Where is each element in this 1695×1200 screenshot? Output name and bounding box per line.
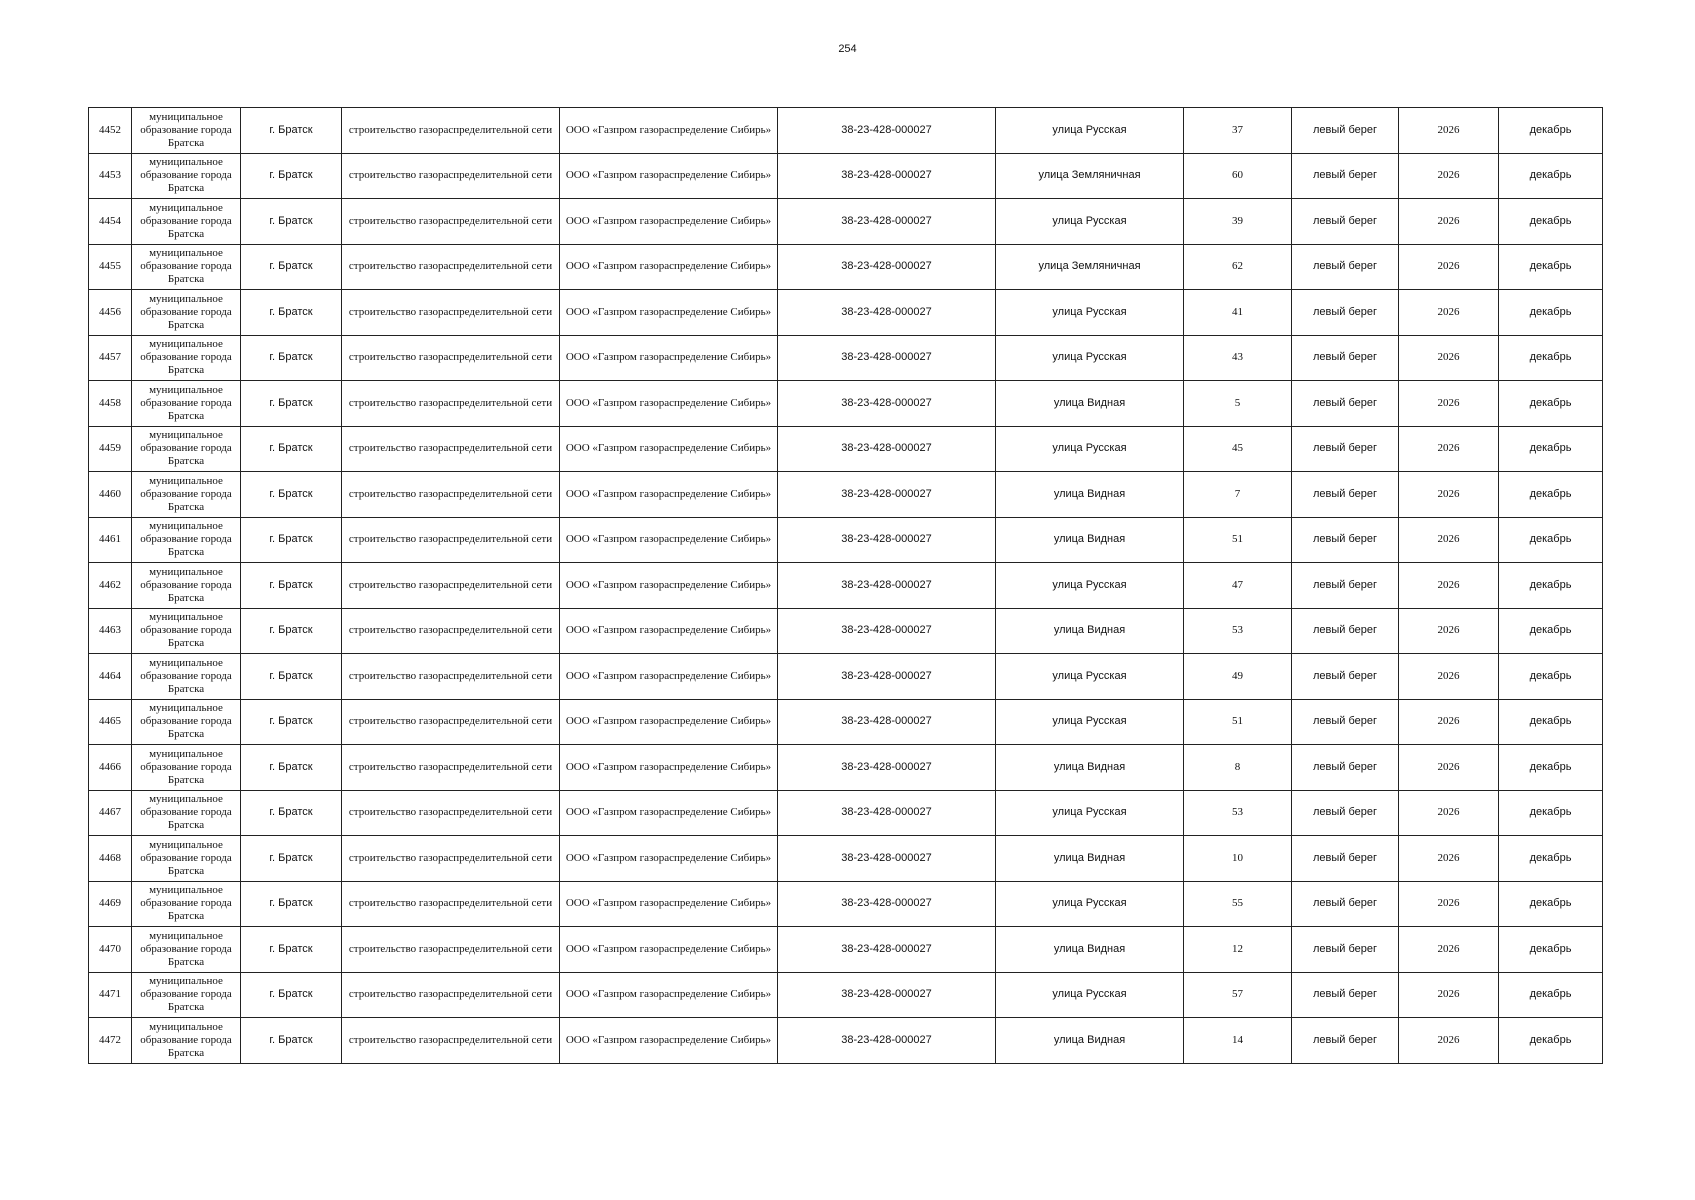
work-type-cell: строительство газораспределительной сети xyxy=(342,790,560,836)
municipality-cell: муниципальное образование города Братска xyxy=(132,290,241,336)
object-code-cell: 38-23-428-000027 xyxy=(778,745,996,791)
city-cell: г. Братск xyxy=(241,745,342,791)
organization-cell: ООО «Газпром газораспределение Сибирь» xyxy=(560,790,778,836)
object-code-cell: 38-23-428-000027 xyxy=(778,290,996,336)
house-number-cell: 47 xyxy=(1184,563,1292,609)
municipality-cell: муниципальное образование города Братска xyxy=(132,381,241,427)
organization-cell: ООО «Газпром газораспределение Сибирь» xyxy=(560,836,778,882)
month-cell: декабрь xyxy=(1499,108,1603,154)
year-cell: 2026 xyxy=(1399,517,1499,563)
city-cell: г. Братск xyxy=(241,381,342,427)
work-type-cell: строительство газораспределительной сети xyxy=(342,563,560,609)
municipality-cell: муниципальное образование города Братска xyxy=(132,745,241,791)
river-bank-cell: левый берег xyxy=(1292,972,1399,1018)
municipality-cell: муниципальное образование города Братска xyxy=(132,972,241,1018)
month-cell: декабрь xyxy=(1499,972,1603,1018)
year-cell: 2026 xyxy=(1399,381,1499,427)
year-cell: 2026 xyxy=(1399,790,1499,836)
object-code-cell: 38-23-428-000027 xyxy=(778,381,996,427)
street-cell: улица Земляничная xyxy=(996,244,1184,290)
organization-cell: ООО «Газпром газораспределение Сибирь» xyxy=(560,381,778,427)
house-number-cell: 49 xyxy=(1184,654,1292,700)
month-cell: декабрь xyxy=(1499,881,1603,927)
table-row xyxy=(89,972,1603,1018)
river-bank-cell: левый берег xyxy=(1292,426,1399,472)
river-bank-cell: левый берег xyxy=(1292,881,1399,927)
table-body xyxy=(89,108,1603,1064)
river-bank-cell: левый берег xyxy=(1292,699,1399,745)
work-type-cell: строительство газораспределительной сети xyxy=(342,654,560,700)
table-row xyxy=(89,335,1603,381)
month-cell: декабрь xyxy=(1499,426,1603,472)
work-type-cell: строительство газораспределительной сети xyxy=(342,745,560,791)
river-bank-cell: левый берег xyxy=(1292,563,1399,609)
city-cell: г. Братск xyxy=(241,517,342,563)
river-bank-cell: левый берег xyxy=(1292,1018,1399,1064)
row-number-cell: 4464 xyxy=(89,654,132,700)
city-cell: г. Братск xyxy=(241,108,342,154)
object-code-cell: 38-23-428-000027 xyxy=(778,608,996,654)
month-cell: декабрь xyxy=(1499,199,1603,245)
row-number-cell: 4472 xyxy=(89,1018,132,1064)
row-number-cell: 4465 xyxy=(89,699,132,745)
work-type-cell: строительство газораспределительной сети xyxy=(342,153,560,199)
work-type-cell: строительство газораспределительной сети xyxy=(342,972,560,1018)
organization-cell: ООО «Газпром газораспределение Сибирь» xyxy=(560,153,778,199)
river-bank-cell: левый берег xyxy=(1292,290,1399,336)
street-cell: улица Видная xyxy=(996,745,1184,791)
river-bank-cell: левый берег xyxy=(1292,517,1399,563)
row-number-cell: 4458 xyxy=(89,381,132,427)
municipality-cell: муниципальное образование города Братска xyxy=(132,563,241,609)
year-cell: 2026 xyxy=(1399,426,1499,472)
house-number-cell: 62 xyxy=(1184,244,1292,290)
municipality-cell: муниципальное образование города Братска xyxy=(132,426,241,472)
house-number-cell: 53 xyxy=(1184,608,1292,654)
municipality-cell: муниципальное образование города Братска xyxy=(132,108,241,154)
table-row xyxy=(89,426,1603,472)
month-cell: декабрь xyxy=(1499,608,1603,654)
table-row xyxy=(89,790,1603,836)
city-cell: г. Братск xyxy=(241,153,342,199)
street-cell: улица Видная xyxy=(996,608,1184,654)
row-number-cell: 4469 xyxy=(89,881,132,927)
street-cell: улица Русская xyxy=(996,426,1184,472)
table-row xyxy=(89,244,1603,290)
municipality-cell: муниципальное образование города Братска xyxy=(132,472,241,518)
row-number-cell: 4455 xyxy=(89,244,132,290)
data-table xyxy=(88,107,1603,1064)
year-cell: 2026 xyxy=(1399,608,1499,654)
month-cell: декабрь xyxy=(1499,244,1603,290)
table-row xyxy=(89,654,1603,700)
house-number-cell: 14 xyxy=(1184,1018,1292,1064)
organization-cell: ООО «Газпром газораспределение Сибирь» xyxy=(560,608,778,654)
municipality-cell: муниципальное образование города Братска xyxy=(132,517,241,563)
year-cell: 2026 xyxy=(1399,927,1499,973)
city-cell: г. Братск xyxy=(241,608,342,654)
table-row xyxy=(89,199,1603,245)
municipality-cell: муниципальное образование города Братска xyxy=(132,836,241,882)
city-cell: г. Братск xyxy=(241,1018,342,1064)
organization-cell: ООО «Газпром газораспределение Сибирь» xyxy=(560,426,778,472)
month-cell: декабрь xyxy=(1499,654,1603,700)
city-cell: г. Братск xyxy=(241,244,342,290)
year-cell: 2026 xyxy=(1399,881,1499,927)
municipality-cell: муниципальное образование города Братска xyxy=(132,654,241,700)
work-type-cell: строительство газораспределительной сети xyxy=(342,472,560,518)
organization-cell: ООО «Газпром газораспределение Сибирь» xyxy=(560,335,778,381)
house-number-cell: 53 xyxy=(1184,790,1292,836)
object-code-cell: 38-23-428-000027 xyxy=(778,108,996,154)
street-cell: улица Русская xyxy=(996,790,1184,836)
organization-cell: ООО «Газпром газораспределение Сибирь» xyxy=(560,244,778,290)
house-number-cell: 51 xyxy=(1184,699,1292,745)
house-number-cell: 60 xyxy=(1184,153,1292,199)
row-number-cell: 4463 xyxy=(89,608,132,654)
city-cell: г. Братск xyxy=(241,654,342,700)
work-type-cell: строительство газораспределительной сети xyxy=(342,244,560,290)
work-type-cell: строительство газораспределительной сети xyxy=(342,199,560,245)
street-cell: улица Русская xyxy=(996,563,1184,609)
work-type-cell: строительство газораспределительной сети xyxy=(342,517,560,563)
house-number-cell: 12 xyxy=(1184,927,1292,973)
street-cell: улица Русская xyxy=(996,654,1184,700)
work-type-cell: строительство газораспределительной сети xyxy=(342,290,560,336)
river-bank-cell: левый берег xyxy=(1292,335,1399,381)
municipality-cell: муниципальное образование города Братска xyxy=(132,699,241,745)
street-cell: улица Русская xyxy=(996,972,1184,1018)
river-bank-cell: левый берег xyxy=(1292,927,1399,973)
table-row xyxy=(89,290,1603,336)
object-code-cell: 38-23-428-000027 xyxy=(778,426,996,472)
month-cell: декабрь xyxy=(1499,153,1603,199)
city-cell: г. Братск xyxy=(241,472,342,518)
table-row xyxy=(89,608,1603,654)
river-bank-cell: левый берег xyxy=(1292,654,1399,700)
month-cell: декабрь xyxy=(1499,335,1603,381)
year-cell: 2026 xyxy=(1399,108,1499,154)
street-cell: улица Земляничная xyxy=(996,153,1184,199)
organization-cell: ООО «Газпром газораспределение Сибирь» xyxy=(560,745,778,791)
row-number-cell: 4456 xyxy=(89,290,132,336)
year-cell: 2026 xyxy=(1399,836,1499,882)
river-bank-cell: левый берег xyxy=(1292,836,1399,882)
street-cell: улица Русская xyxy=(996,881,1184,927)
work-type-cell: строительство газораспределительной сети xyxy=(342,381,560,427)
row-number-cell: 4457 xyxy=(89,335,132,381)
municipality-cell: муниципальное образование города Братска xyxy=(132,927,241,973)
city-cell: г. Братск xyxy=(241,790,342,836)
house-number-cell: 43 xyxy=(1184,335,1292,381)
month-cell: декабрь xyxy=(1499,290,1603,336)
year-cell: 2026 xyxy=(1399,153,1499,199)
year-cell: 2026 xyxy=(1399,972,1499,1018)
table-row xyxy=(89,472,1603,518)
city-cell: г. Братск xyxy=(241,927,342,973)
municipality-cell: муниципальное образование города Братска xyxy=(132,1018,241,1064)
table-row xyxy=(89,836,1603,882)
work-type-cell: строительство газораспределительной сети xyxy=(342,927,560,973)
house-number-cell: 8 xyxy=(1184,745,1292,791)
table-row xyxy=(89,563,1603,609)
object-code-cell: 38-23-428-000027 xyxy=(778,654,996,700)
object-code-cell: 38-23-428-000027 xyxy=(778,836,996,882)
organization-cell: ООО «Газпром газораспределение Сибирь» xyxy=(560,563,778,609)
city-cell: г. Братск xyxy=(241,199,342,245)
row-number-cell: 4460 xyxy=(89,472,132,518)
object-code-cell: 38-23-428-000027 xyxy=(778,699,996,745)
organization-cell: ООО «Газпром газораспределение Сибирь» xyxy=(560,290,778,336)
table-row xyxy=(89,381,1603,427)
table-row xyxy=(89,108,1603,154)
street-cell: улица Видная xyxy=(996,381,1184,427)
organization-cell: ООО «Газпром газораспределение Сибирь» xyxy=(560,199,778,245)
organization-cell: ООО «Газпром газораспределение Сибирь» xyxy=(560,108,778,154)
municipality-cell: муниципальное образование города Братска xyxy=(132,881,241,927)
row-number-cell: 4471 xyxy=(89,972,132,1018)
year-cell: 2026 xyxy=(1399,335,1499,381)
month-cell: декабрь xyxy=(1499,381,1603,427)
work-type-cell: строительство газораспределительной сети xyxy=(342,699,560,745)
municipality-cell: муниципальное образование города Братска xyxy=(132,199,241,245)
object-code-cell: 38-23-428-000027 xyxy=(778,472,996,518)
street-cell: улица Видная xyxy=(996,836,1184,882)
year-cell: 2026 xyxy=(1399,745,1499,791)
house-number-cell: 39 xyxy=(1184,199,1292,245)
organization-cell: ООО «Газпром газораспределение Сибирь» xyxy=(560,517,778,563)
city-cell: г. Братск xyxy=(241,426,342,472)
object-code-cell: 38-23-428-000027 xyxy=(778,199,996,245)
row-number-cell: 4459 xyxy=(89,426,132,472)
organization-cell: ООО «Газпром газораспределение Сибирь» xyxy=(560,927,778,973)
municipality-cell: муниципальное образование города Братска xyxy=(132,790,241,836)
object-code-cell: 38-23-428-000027 xyxy=(778,563,996,609)
object-code-cell: 38-23-428-000027 xyxy=(778,335,996,381)
house-number-cell: 37 xyxy=(1184,108,1292,154)
river-bank-cell: левый берег xyxy=(1292,608,1399,654)
house-number-cell: 10 xyxy=(1184,836,1292,882)
year-cell: 2026 xyxy=(1399,699,1499,745)
object-code-cell: 38-23-428-000027 xyxy=(778,972,996,1018)
table-row xyxy=(89,699,1603,745)
city-cell: г. Братск xyxy=(241,290,342,336)
work-type-cell: строительство газораспределительной сети xyxy=(342,836,560,882)
organization-cell: ООО «Газпром газораспределение Сибирь» xyxy=(560,654,778,700)
object-code-cell: 38-23-428-000027 xyxy=(778,927,996,973)
month-cell: декабрь xyxy=(1499,517,1603,563)
river-bank-cell: левый берег xyxy=(1292,108,1399,154)
work-type-cell: строительство газораспределительной сети xyxy=(342,335,560,381)
work-type-cell: строительство газораспределительной сети xyxy=(342,881,560,927)
page-number: 254 xyxy=(838,43,857,55)
house-number-cell: 41 xyxy=(1184,290,1292,336)
house-number-cell: 7 xyxy=(1184,472,1292,518)
table-row xyxy=(89,881,1603,927)
row-number-cell: 4461 xyxy=(89,517,132,563)
year-cell: 2026 xyxy=(1399,654,1499,700)
row-number-cell: 4468 xyxy=(89,836,132,882)
street-cell: улица Видная xyxy=(996,1018,1184,1064)
month-cell: декабрь xyxy=(1499,699,1603,745)
object-code-cell: 38-23-428-000027 xyxy=(778,153,996,199)
municipality-cell: муниципальное образование города Братска xyxy=(132,244,241,290)
municipality-cell: муниципальное образование города Братска xyxy=(132,335,241,381)
organization-cell: ООО «Газпром газораспределение Сибирь» xyxy=(560,699,778,745)
object-code-cell: 38-23-428-000027 xyxy=(778,881,996,927)
street-cell: улица Видная xyxy=(996,472,1184,518)
row-number-cell: 4454 xyxy=(89,199,132,245)
year-cell: 2026 xyxy=(1399,290,1499,336)
municipality-cell: муниципальное образование города Братска xyxy=(132,608,241,654)
organization-cell: ООО «Газпром газораспределение Сибирь» xyxy=(560,472,778,518)
table-row xyxy=(89,927,1603,973)
river-bank-cell: левый берег xyxy=(1292,199,1399,245)
month-cell: декабрь xyxy=(1499,836,1603,882)
row-number-cell: 4453 xyxy=(89,153,132,199)
city-cell: г. Братск xyxy=(241,881,342,927)
row-number-cell: 4466 xyxy=(89,745,132,791)
organization-cell: ООО «Газпром газораспределение Сибирь» xyxy=(560,972,778,1018)
house-number-cell: 57 xyxy=(1184,972,1292,1018)
river-bank-cell: левый берег xyxy=(1292,244,1399,290)
river-bank-cell: левый берег xyxy=(1292,790,1399,836)
month-cell: декабрь xyxy=(1499,472,1603,518)
organization-cell: ООО «Газпром газораспределение Сибирь» xyxy=(560,881,778,927)
object-code-cell: 38-23-428-000027 xyxy=(778,790,996,836)
month-cell: декабрь xyxy=(1499,790,1603,836)
street-cell: улица Видная xyxy=(996,517,1184,563)
street-cell: улица Русская xyxy=(996,199,1184,245)
table-row xyxy=(89,1018,1603,1064)
month-cell: декабрь xyxy=(1499,1018,1603,1064)
year-cell: 2026 xyxy=(1399,563,1499,609)
city-cell: г. Братск xyxy=(241,563,342,609)
work-type-cell: строительство газораспределительной сети xyxy=(342,108,560,154)
table-row xyxy=(89,153,1603,199)
house-number-cell: 55 xyxy=(1184,881,1292,927)
object-code-cell: 38-23-428-000027 xyxy=(778,244,996,290)
city-cell: г. Братск xyxy=(241,836,342,882)
row-number-cell: 4467 xyxy=(89,790,132,836)
house-number-cell: 51 xyxy=(1184,517,1292,563)
month-cell: декабрь xyxy=(1499,927,1603,973)
organization-cell: ООО «Газпром газораспределение Сибирь» xyxy=(560,1018,778,1064)
municipality-cell: муниципальное образование города Братска xyxy=(132,153,241,199)
work-type-cell: строительство газораспределительной сети xyxy=(342,426,560,472)
table-row xyxy=(89,517,1603,563)
work-type-cell: строительство газораспределительной сети xyxy=(342,608,560,654)
year-cell: 2026 xyxy=(1399,244,1499,290)
year-cell: 2026 xyxy=(1399,199,1499,245)
street-cell: улица Русская xyxy=(996,699,1184,745)
month-cell: декабрь xyxy=(1499,745,1603,791)
river-bank-cell: левый берег xyxy=(1292,745,1399,791)
year-cell: 2026 xyxy=(1399,472,1499,518)
house-number-cell: 45 xyxy=(1184,426,1292,472)
table-row xyxy=(89,745,1603,791)
house-number-cell: 5 xyxy=(1184,381,1292,427)
street-cell: улица Русская xyxy=(996,290,1184,336)
row-number-cell: 4452 xyxy=(89,108,132,154)
month-cell: декабрь xyxy=(1499,563,1603,609)
river-bank-cell: левый берег xyxy=(1292,381,1399,427)
city-cell: г. Братск xyxy=(241,699,342,745)
object-code-cell: 38-23-428-000027 xyxy=(778,517,996,563)
river-bank-cell: левый берег xyxy=(1292,153,1399,199)
street-cell: улица Русская xyxy=(996,335,1184,381)
river-bank-cell: левый берег xyxy=(1292,472,1399,518)
object-code-cell: 38-23-428-000027 xyxy=(778,1018,996,1064)
row-number-cell: 4470 xyxy=(89,927,132,973)
street-cell: улица Русская xyxy=(996,108,1184,154)
city-cell: г. Братск xyxy=(241,335,342,381)
city-cell: г. Братск xyxy=(241,972,342,1018)
row-number-cell: 4462 xyxy=(89,563,132,609)
work-type-cell: строительство газораспределительной сети xyxy=(342,1018,560,1064)
year-cell: 2026 xyxy=(1399,1018,1499,1064)
street-cell: улица Видная xyxy=(996,927,1184,973)
